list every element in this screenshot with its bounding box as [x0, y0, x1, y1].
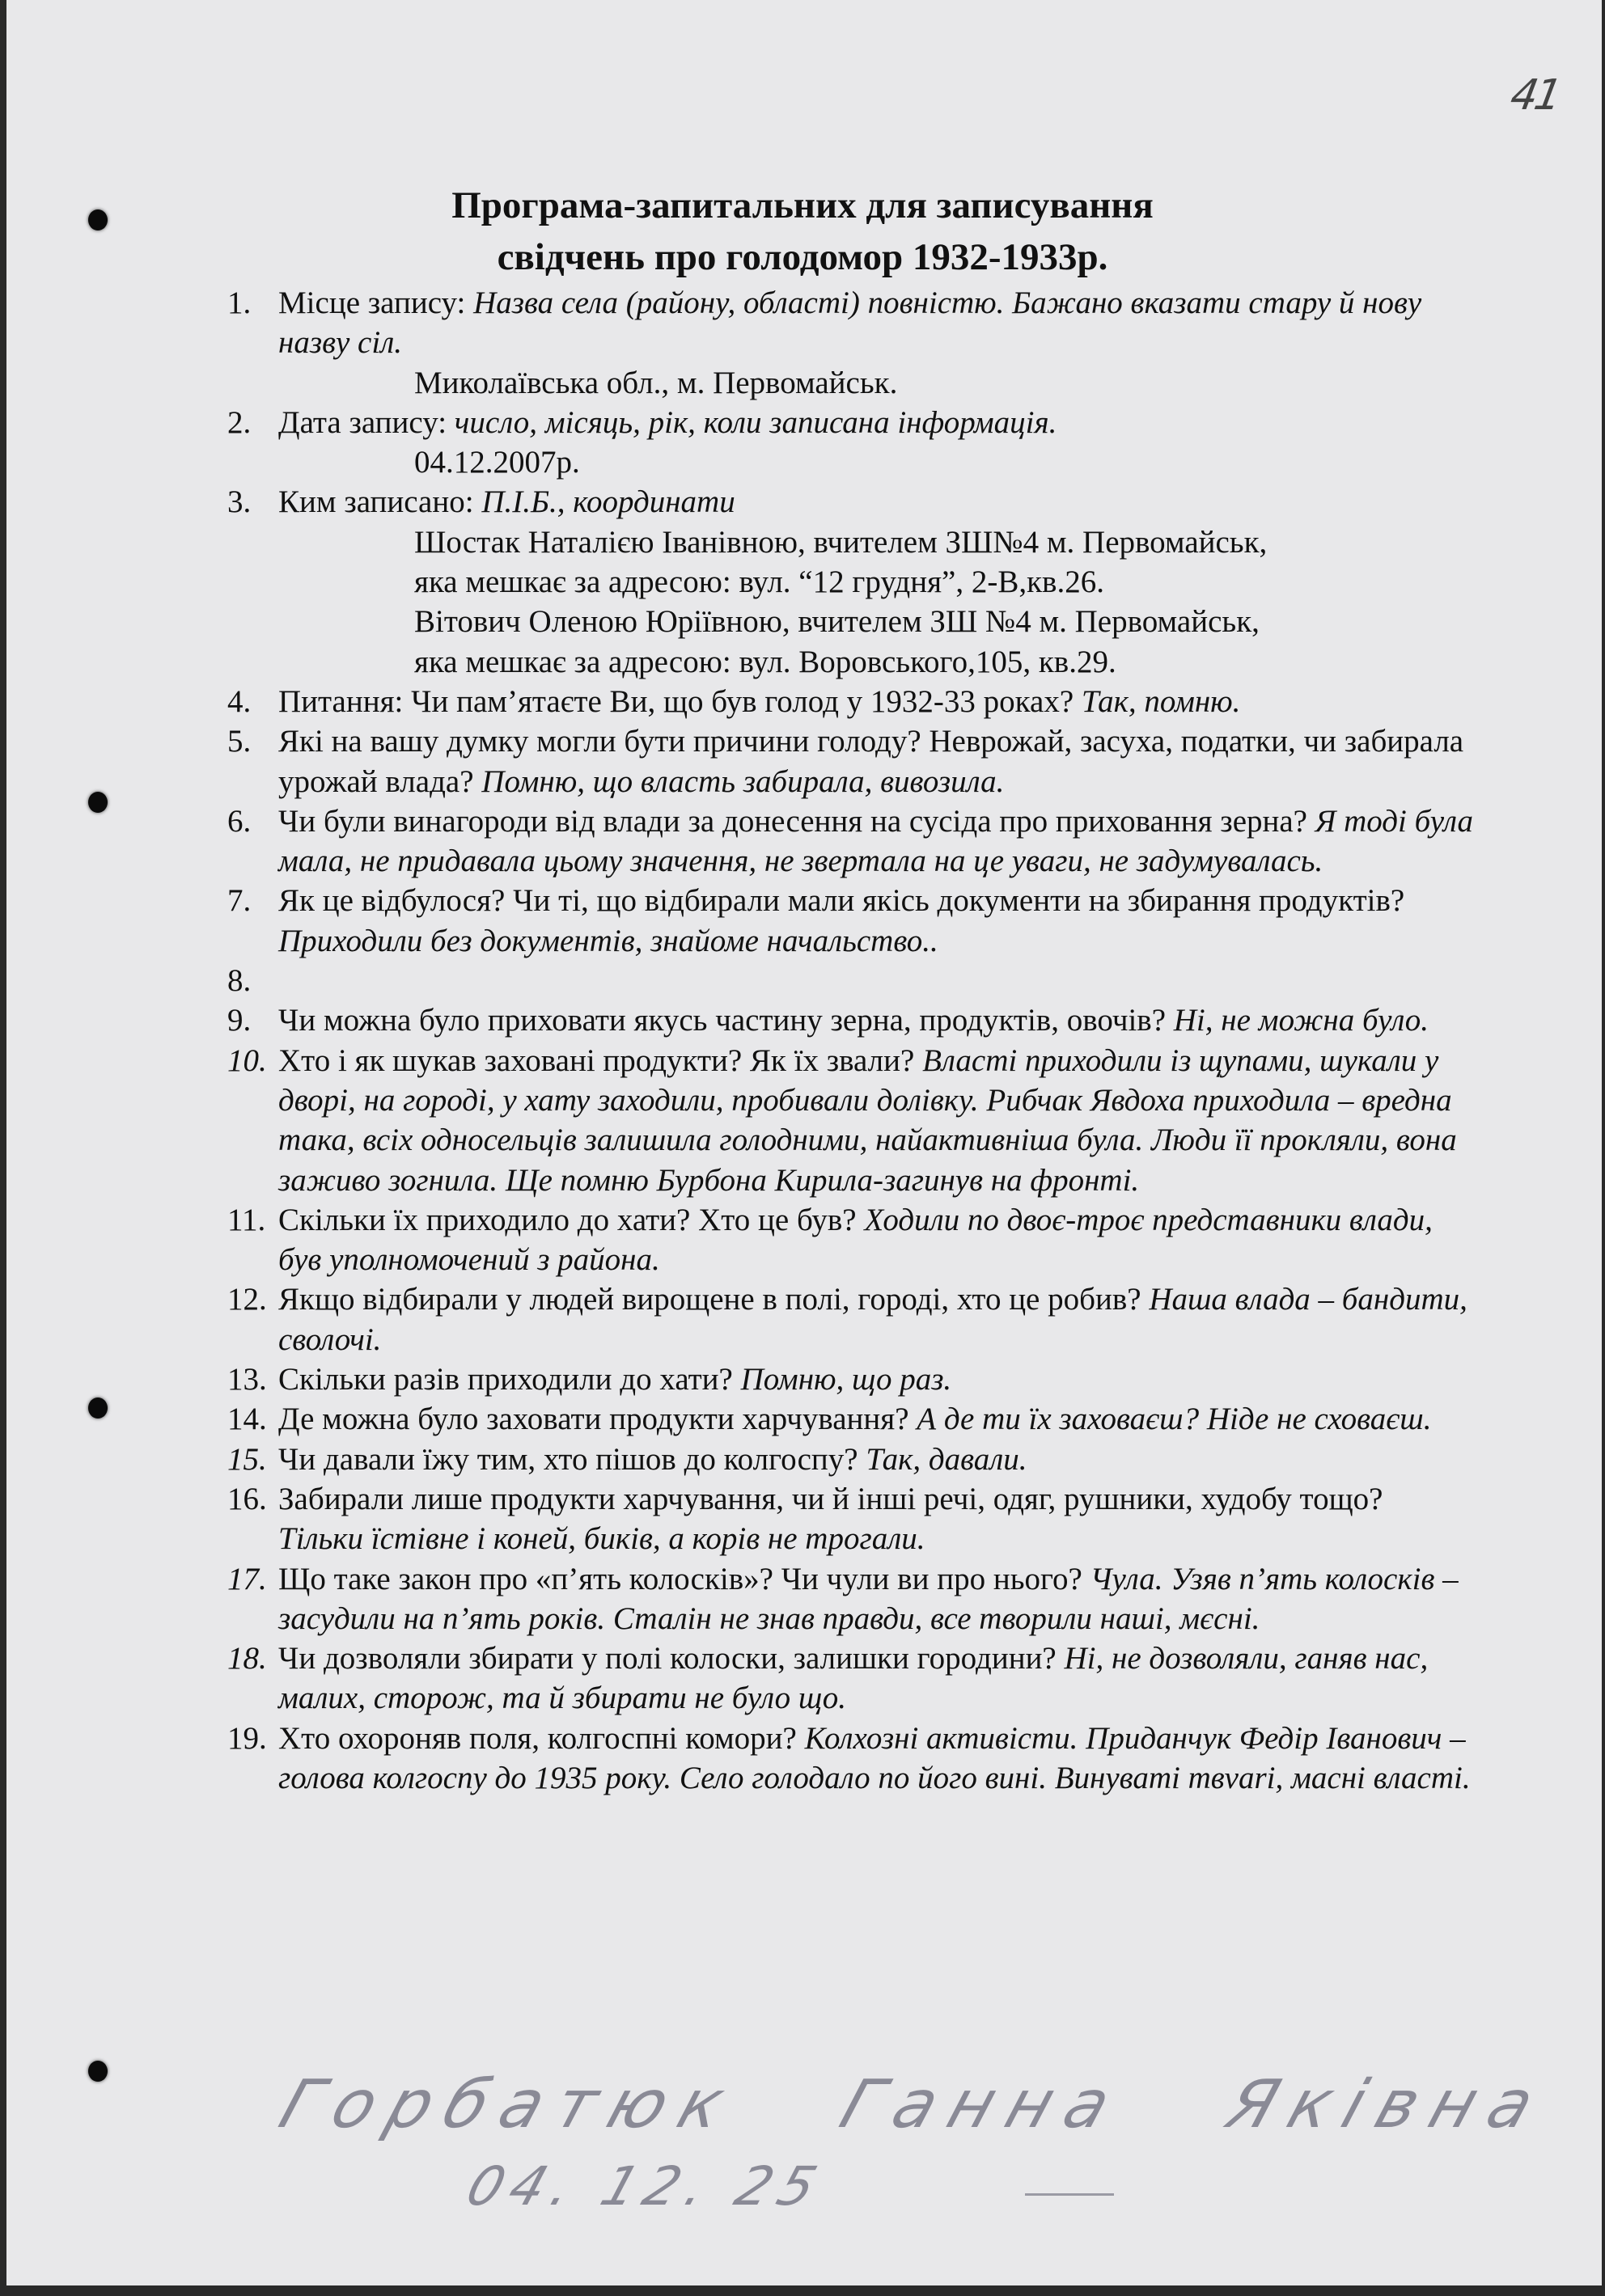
- question-number: 16.: [227, 1481, 267, 1516]
- question-text: Питання: Чи пам’ятаєте Ви, що був голод у 1932-33 роках?: [278, 683, 1082, 719]
- question-item: [227, 1000, 1473, 1040]
- answer-text: Ні, не можна було.: [1173, 1003, 1429, 1038]
- question-number: 17.: [227, 1561, 267, 1596]
- question-text: Скільки разів приходили до хати?: [278, 1362, 741, 1397]
- answer-detail-line: Вітович Оленою Юріївною, вчителем ЗШ №4 м. Первомайськ,: [414, 604, 1260, 640]
- answer-text: Назва села (району, області) повністю. Бажано вказати стару й нову назву сіл.: [278, 285, 1422, 361]
- question-text: Місце запису:: [278, 285, 474, 320]
- answer-text: Приходили без документів, знайоме начальство..: [278, 923, 938, 958]
- answer-text: Наша влада – бандити, сволочі.: [278, 1282, 1467, 1357]
- question-item: [227, 1399, 1473, 1439]
- answer-detail-line: Миколаївська обл., м. Первомайськ.: [414, 365, 898, 400]
- answer-text: А де ти їх заховаєш? Ніде не сховаєш.: [917, 1402, 1432, 1437]
- question-text: Чи можна було приховати якусь частину зерна, продуктів, овочів?: [278, 1003, 1174, 1038]
- question-text: Які на вашу думку могли бути причини голоду? Неврожай, засуха, податки, чи забирала урожай влада?: [278, 724, 1464, 799]
- question-number: 9.: [227, 1003, 252, 1038]
- answer-text: Чула. Узяв п’ять колосків – засудили на п’ять років. Сталін не знав правди, все творили наші, мєсні.: [278, 1561, 1459, 1636]
- question-text: Хто і як шукав заховані продукти? Як їх звали?: [278, 1042, 923, 1078]
- question-item: [227, 403, 1473, 483]
- question-item: [227, 1440, 1473, 1479]
- answer-detail-line: яка мешкає за адресою: вул. Воровського,105, кв.29.: [414, 644, 1116, 679]
- handwritten-date: 04. 12. 25: [459, 2155, 832, 2218]
- handwritten-dash: [1025, 2193, 1114, 2196]
- question-item: [227, 1359, 1473, 1399]
- question-number: 13.: [227, 1362, 267, 1397]
- question-text: Ким записано:: [278, 484, 482, 520]
- question-number: 19.: [227, 1720, 267, 1756]
- question-text: Чи були винагороди від влади за донесення на сусіда про приховання зерна?: [278, 803, 1315, 839]
- question-item: [227, 1719, 1473, 1799]
- question-text: Що таке закон про «п’ять колосків»? Чи чули ви про нього?: [278, 1561, 1090, 1596]
- question-item: [227, 1041, 1473, 1200]
- answer-detail-line: Шостак Наталією Іванівною, вчителем ЗШ№4 м. Первомайськ,: [414, 524, 1268, 560]
- question-item: [227, 801, 1473, 882]
- question-item: [227, 1279, 1473, 1359]
- question-item: [227, 961, 1473, 1000]
- question-text: Де можна було заховати продукти харчування?: [278, 1402, 917, 1437]
- question-text: Хто охороняв поля, колгоспні комори?: [278, 1720, 805, 1756]
- question-number: 5.: [227, 724, 252, 759]
- question-number: 6.: [227, 803, 252, 839]
- question-number: 12.: [227, 1282, 267, 1317]
- question-item: [227, 881, 1473, 961]
- answer-text: Власті приходили із щупами, шукали у дворі, на городі, у хату заходили, пробивали долівку. Рибчак Явдоха приходила – вредна така, всіх односельців залишила голодними, найактивніша була. Люди її прокляли, вона заживо зогнила. Ще помню Бурбона Кирила-загинув на фронті.: [278, 1042, 1457, 1198]
- question-number: 2.: [227, 404, 252, 440]
- answer-text: Так, помню.: [1081, 683, 1241, 719]
- question-item: [227, 721, 1473, 801]
- question-text: Чи давали їжу тим, хто пішов до колгоспу?: [278, 1441, 866, 1477]
- answer-text: П.І.Б., координати: [481, 484, 735, 520]
- question-number: 11.: [227, 1202, 266, 1237]
- answer-detail-line: яка мешкає за адресою: вул. “12 грудня”, 2-В,кв.26.: [414, 564, 1104, 600]
- question-item: [227, 1200, 1473, 1280]
- answer-text: Помню, що власть забирала, вивозила.: [481, 763, 1005, 799]
- question-text: Скільки їх приходило до хати? Хто це був?: [278, 1202, 865, 1237]
- question-number: 4.: [227, 683, 252, 719]
- answer-detail-line: 04.12.2007р.: [414, 445, 580, 480]
- question-item: [227, 682, 1473, 721]
- answer-text: Помню, що раз.: [740, 1362, 952, 1397]
- question-item: [227, 1479, 1473, 1559]
- answer-text: Ходили по двоє-троє представники влади, був уполномочений з района.: [278, 1202, 1433, 1278]
- question-item: [227, 283, 1473, 403]
- punch-hole: [88, 792, 108, 813]
- answer-text: число, місяць, рік, коли записана інформація.: [454, 404, 1057, 440]
- answer-text: Колхозні активісти. Приданчук Федір Іванович – голова колгоспу до 1935 року. Село голодало по його вині. Винуваті твvarі, масні власті.: [278, 1720, 1471, 1795]
- page-title: [0, 180, 1605, 283]
- question-number: 8.: [227, 963, 252, 999]
- question-item: [227, 1638, 1473, 1719]
- question-text: Дата запису:: [278, 404, 455, 440]
- question-number: 15.: [227, 1441, 267, 1477]
- answer-text: Ні, не дозволяли, ганяв нас, малих, сторож, та й збирати не було що.: [278, 1641, 1429, 1716]
- question-item: [227, 482, 1473, 681]
- question-number: 7.: [227, 883, 252, 919]
- answer-text: Я тоді була мала, не придавала цьому значення, не звертала на це уваги, не задумувалась.: [278, 803, 1473, 879]
- punch-hole: [88, 1397, 108, 1419]
- question-number: 10.: [227, 1042, 267, 1078]
- question-number: 3.: [227, 484, 252, 520]
- answer-text: Тільки їстівне і коней, биків, а корів не трогали.: [278, 1521, 925, 1557]
- question-number: 18.: [227, 1641, 267, 1677]
- question-list: [227, 283, 1473, 1798]
- question-number: 14.: [227, 1402, 267, 1437]
- page-number: 41: [1506, 71, 1563, 120]
- question-number: 1.: [227, 285, 252, 320]
- handwritten-signature-name: Горбатюк Ганна Яківна: [270, 2066, 1558, 2143]
- title-line-2: свідчень про голодомор 1932-1933р.: [497, 236, 1108, 278]
- question-text: Як це відбулося? Чи ті, що відбирали мали якісь документи на збирання продуктів?: [278, 883, 1405, 919]
- title-line-1: Програма-запитальних для записування: [451, 184, 1154, 226]
- punch-hole: [88, 2061, 108, 2082]
- question-text: Забирали лише продукти харчування, чи й інші речі, одяг, рушники, худобу тощо?: [278, 1481, 1383, 1516]
- answer-text: Так, давали.: [866, 1441, 1027, 1477]
- question-text: Чи дозволяли збирати у полі колоски, залишки городини?: [278, 1641, 1065, 1677]
- question-item: [227, 1559, 1473, 1639]
- question-text: Якщо відбирали у людей вирощене в полі, городі, хто це робив?: [278, 1282, 1150, 1317]
